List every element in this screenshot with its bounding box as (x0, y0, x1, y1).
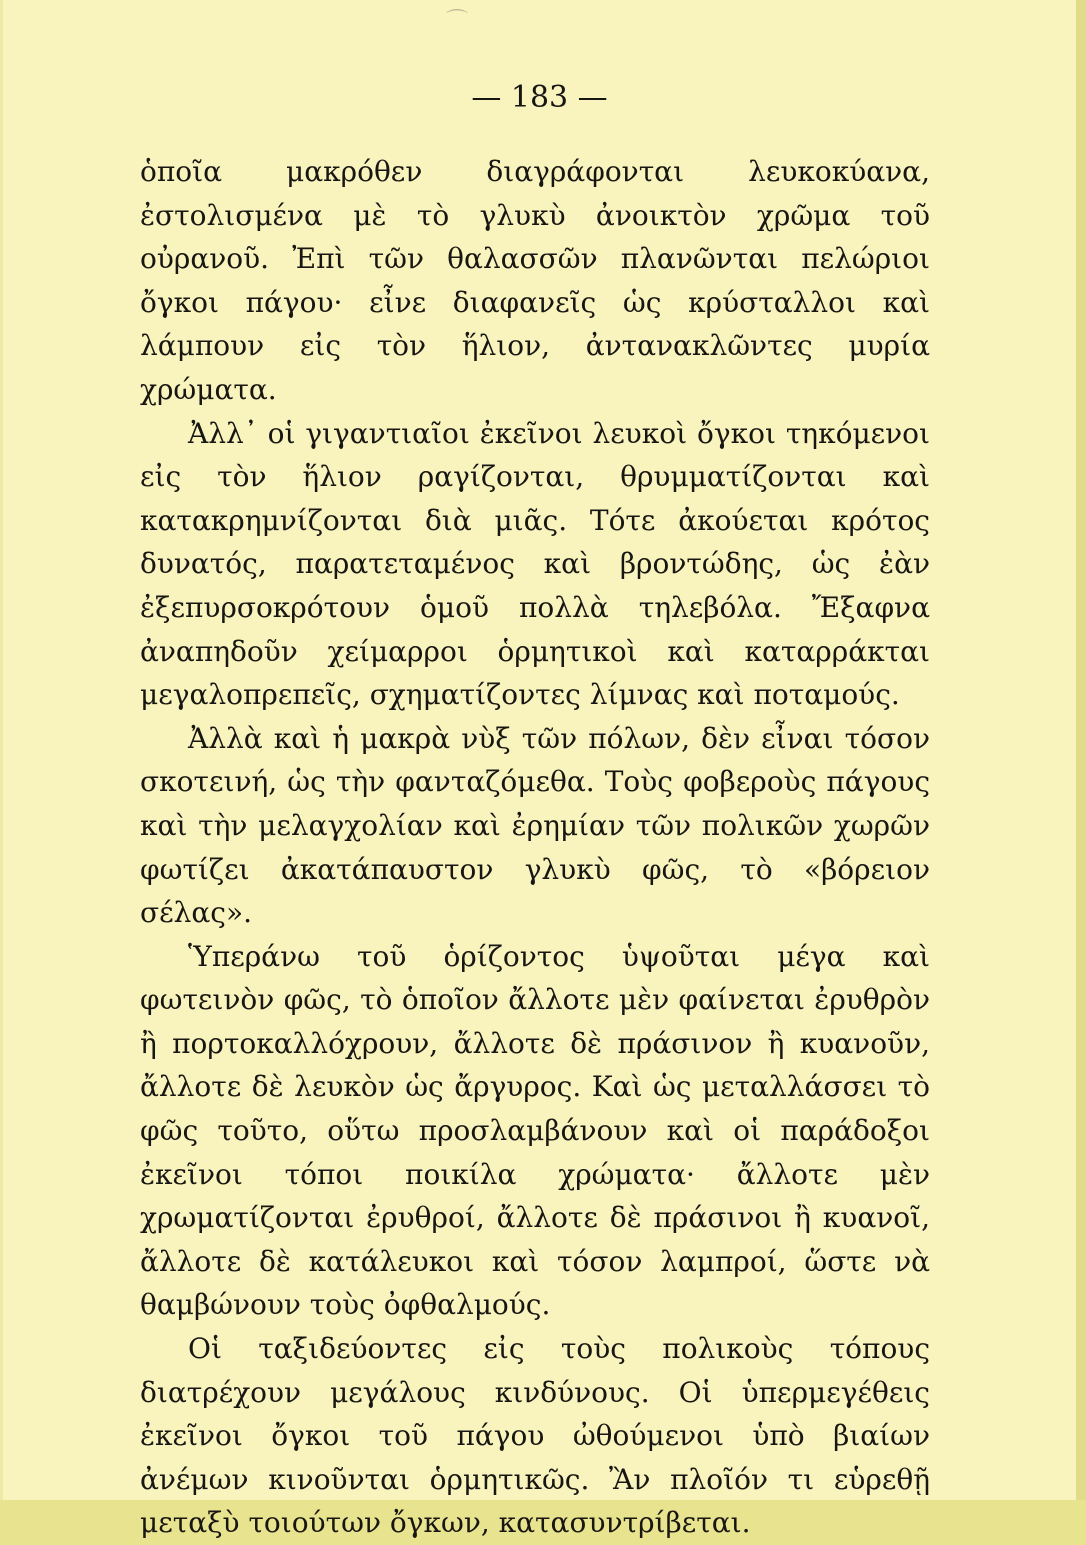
body-text (140, 150, 930, 1545)
pencil-mark-icon: ⌒ (446, 9, 469, 34)
paragraph-3: Ἀλλὰ καὶ ἡ μακρὰ νὺξ τῶν πόλων, δὲν εἶναι τόσον σκοτεινή, ὡς τὴν φανταζόμεθα. Τοὺς φοβεροὺς πάγους καὶ τὴν μελαγχολίαν καὶ ἐρημίαν τῶν πολικῶν χωρῶν φωτίζει ἀκατάπαυστον γλυκὺ φῶς, τὸ «βόρειον σέλας». (140, 721, 930, 930)
paragraph-1: ὁποῖα μακρόθεν διαγράφονται λευκοκύανα, ἐστολισμένα μὲ τὸ γλυκὺ ἀνοικτὸν χρῶμα τοῦ οὐρανοῦ. Ἐπὶ τῶν θαλασσῶν πλανῶνται πελώριοι ὄγκοι πάγου· εἶνε διαφανεῖς ὡς κρύσταλλοι καὶ λάμπουν εἰς τὸν ἥλιον, ἀντανακλῶντες μυρία χρώματα. (140, 155, 930, 406)
paragraph-2: Ἀλλ᾽ οἱ γιγαντιαῖοι ἐκεῖνοι λευκοὶ ὄγκοι τηκόμενοι εἰς τὸν ἥλιον ραγίζονται, θρυμματίζονται καὶ κατακρημνίζονται διὰ μιᾶς. Τότε ἀκούεται κρότος δυνατός, παρατεταμένος καὶ βροντώδης, ὡς ἐὰν ἐξεπυρσοκρότουν ὁμοῦ πολλὰ τηλεβόλα. Ἔξαφνα ἀναπηδοῦν χείμαρροι ὁρμητικοὶ καὶ καταρράκται μεγαλοπρεπεῖς, σχηματίζοντες λίμνας καὶ ποταμούς. (140, 416, 930, 712)
paragraph-4: Ὑπεράνω τοῦ ὁρίζοντος ὑψοῦται μέγα καὶ φωτεινὸν φῶς, τὸ ὁποῖον ἄλλοτε μὲν φαίνεται ἐρυθρὸν ἢ πορτοκαλλόχρουν, ἄλλοτε δὲ πράσινον ἢ κυανοῦν, ἄλλοτε δὲ λευκὸν ὡς ἄργυρος. Καὶ ὡς μεταλλάσσει τὸ φῶς τοῦτο, οὕτω προσλαμβάνουν καὶ οἱ παράδοξοι ἐκεῖνοι τόποι ποικίλα χρώματα· ἄλλοτε μὲν χρωματίζονται ἐρυθροί, ἄλλοτε δὲ πράσινοι ἢ κυανοῖ, ἄλλοτε δὲ κατάλευκοι καὶ τόσον λαμπροί, ὥστε νὰ θαμβώνουν τοὺς ὀφθαλμούς. (140, 939, 930, 1322)
page-number: — 183 — (471, 80, 608, 115)
paragraph-5: Οἱ ταξιδεύοντες εἰς τοὺς πολικοὺς τόπους διατρέχουν μεγάλους κινδύνους. Οἱ ὑπερμεγέθεις ἐκεῖνοι ὄγκοι τοῦ πάγου ὠθούμενοι ὑπὸ βιαίων ἀνέμων κινοῦνται ὁρμητικῶς. Ἂν πλοῖόν τι εὑρεθῇ μεταξὺ τοιούτων ὄγκων, κατασυντρίβεται. (140, 1332, 930, 1540)
